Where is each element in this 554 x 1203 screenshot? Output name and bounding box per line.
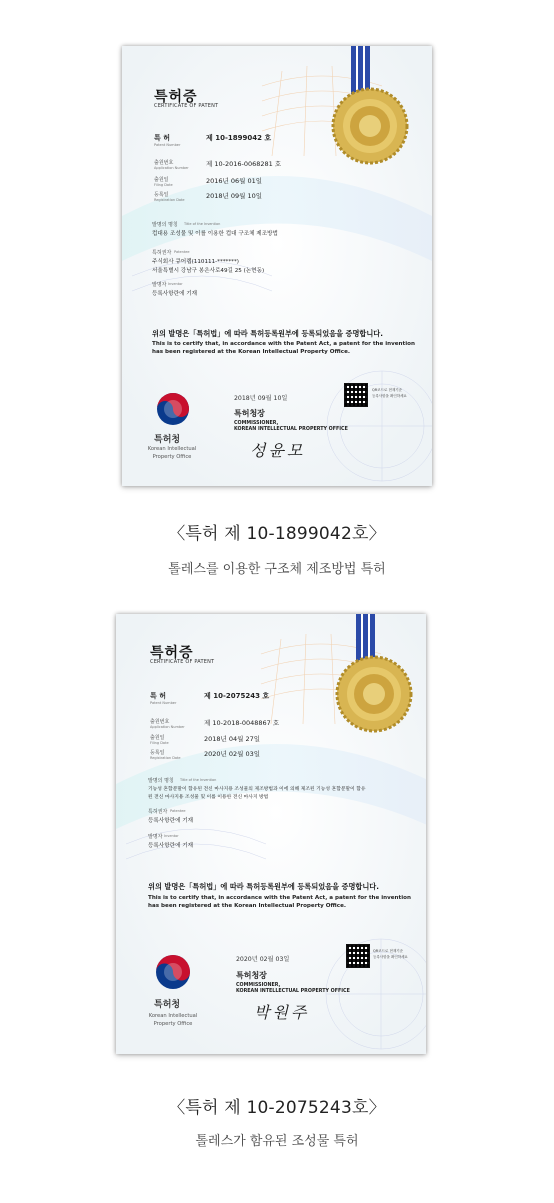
gold-seal bbox=[333, 89, 407, 163]
inventor-label: 발명자 bbox=[152, 282, 167, 288]
commissioner-en-2: KOREAN INTELLECTUAL PROPERTY OFFICE bbox=[234, 427, 348, 432]
filing-date-label: 출원일 bbox=[154, 177, 169, 183]
invention-title-label-en: Title of the Invention bbox=[180, 778, 217, 782]
agency-name: 특허청 bbox=[154, 435, 181, 445]
patentee-name: 주식회사 큐어랩(110111-*******) bbox=[152, 259, 239, 265]
registration-date-label: 등록일 bbox=[150, 750, 165, 756]
application-number-label-en: Application Number bbox=[154, 166, 189, 170]
certificate-heading: 특허증 bbox=[154, 89, 198, 105]
invention-title-label: 발명의 명칭 bbox=[148, 778, 174, 784]
certification-statement-en-2: has been registered at the Korean Intellectual Property Office. bbox=[148, 903, 346, 909]
certification-statement-en-1: This is to certify that, in accordance with the Patent Act, a patent for the invention bbox=[152, 341, 415, 347]
registration-date: 2018년 09월 10일 bbox=[206, 192, 263, 200]
registration-date-label-en: Registration Date bbox=[154, 198, 185, 202]
qr-caption-1: QR코드로 현재기준 bbox=[372, 388, 402, 392]
filing-date-label-en: Filing Date bbox=[150, 741, 169, 745]
qr-caption-2: 등록사항을 확인하세요 bbox=[373, 955, 408, 959]
filing-date-label: 출원일 bbox=[150, 735, 165, 741]
caption-subtitle-1: 톨레스를 이용한 구조체 제조방법 특허 bbox=[168, 562, 386, 577]
agency-name: 특허청 bbox=[154, 1000, 181, 1010]
patentee-label: 특허권자 bbox=[152, 250, 172, 256]
commissioner-title: 특허청장 bbox=[234, 409, 265, 418]
commissioner-title: 특허청장 bbox=[236, 971, 267, 980]
patent-number-label-en: Patent Number bbox=[154, 143, 181, 147]
invention-title-line-2: 된 전신 마사지용 조성물 및 이를 이용한 전신 마사지 방법 bbox=[148, 795, 269, 800]
certification-statement-en-2: has been registered at the Korean Intellectual Property Office. bbox=[152, 349, 350, 355]
application-number-label: 출원번호 bbox=[154, 160, 174, 166]
invention-title-label-en: Title of the Invention bbox=[184, 222, 221, 226]
patentee-address: 서울특별시 강남구 봉은사로49길 25 (논현동) bbox=[152, 268, 265, 274]
registration-date-label: 등록일 bbox=[154, 192, 169, 198]
patentee-label-en: Patentee bbox=[174, 250, 190, 254]
qr-code-icon bbox=[344, 383, 368, 407]
kipo-logo-icon bbox=[155, 954, 191, 990]
certification-statement-en-1: This is to certify that, in accordance with the Patent Act, a patent for the invention bbox=[148, 895, 411, 901]
gold-seal bbox=[337, 657, 411, 731]
patent-certificate-1 bbox=[122, 46, 432, 486]
certificate-heading-en: CERTIFICATE OF PATENT bbox=[154, 103, 219, 109]
patentee-value: 등록사항란에 기재 bbox=[148, 818, 194, 824]
issue-date: 2018년 09월 10일 bbox=[234, 395, 288, 402]
inventor-value: 등록사항란에 기재 bbox=[148, 843, 194, 849]
registration-date-label-en: Registration Date bbox=[150, 756, 181, 760]
caption-title-2: 〈특허 제 10-2075243호〉 bbox=[168, 1098, 386, 1118]
certificate-heading-en: CERTIFICATE OF PATENT bbox=[150, 659, 215, 665]
signature: 성윤모 bbox=[250, 441, 306, 460]
agency-name-en-1: Korean Intellectual bbox=[147, 446, 197, 452]
patent-number-label: 특 허 bbox=[150, 692, 166, 700]
patent-number: 제 10-2075243 호 bbox=[204, 692, 270, 700]
kipo-logo-icon bbox=[156, 392, 190, 426]
invention-title: 컵대용 조성물 및 이를 이용한 컵대 구조체 제조방법 bbox=[152, 231, 278, 237]
filing-date: 2016년 06월 01일 bbox=[206, 177, 263, 185]
inventor-label-en: Inventor bbox=[168, 282, 183, 286]
filing-date-label-en: Filing Date bbox=[154, 183, 173, 187]
agency-name-en-2: Property Office bbox=[152, 454, 192, 460]
registration-date: 2020년 02월 03일 bbox=[204, 750, 261, 758]
patent-certificate-2 bbox=[116, 614, 426, 1054]
application-number: 제 10-2018-0048867 호 bbox=[204, 719, 280, 727]
inventor-label: 발명자 bbox=[148, 834, 163, 840]
certification-statement-kr: 위의 발명은「특허법」에 따라 특허등록원부에 등록되었음을 증명합니다. bbox=[152, 329, 383, 338]
application-number: 제 10-2016-0068281 호 bbox=[206, 160, 282, 168]
qr-caption-1: QR코드로 현재기준 bbox=[373, 949, 403, 953]
caption-title-1: 〈특허 제 10-1899042호〉 bbox=[168, 524, 386, 544]
certificate-heading: 특허증 bbox=[150, 645, 194, 661]
commissioner-en-1: COMMISSIONER, bbox=[234, 421, 279, 426]
filing-date: 2018년 04월 27일 bbox=[204, 735, 261, 743]
agency-name-en-2: Property Office bbox=[153, 1021, 193, 1027]
agency-name-en-1: Korean Intellectual bbox=[148, 1013, 198, 1019]
patent-number: 제 10-1899042 호 bbox=[206, 134, 272, 142]
commissioner-en-2: KOREAN INTELLECTUAL PROPERTY OFFICE bbox=[236, 989, 350, 994]
application-number-label-en: Application Number bbox=[150, 725, 185, 729]
patentee-label-en: Patentee bbox=[170, 809, 186, 813]
issue-date: 2020년 02월 03일 bbox=[236, 956, 290, 963]
qr-code-icon bbox=[346, 944, 370, 968]
inventor-value: 등록사항란에 기재 bbox=[152, 291, 198, 297]
invention-title-label: 발명의 명칭 bbox=[152, 222, 178, 228]
commissioner-en-1: COMMISSIONER, bbox=[236, 983, 281, 988]
certification-statement-kr: 위의 발명은「특허법」에 따라 특허등록원부에 등록되었음을 증명합니다. bbox=[148, 882, 379, 891]
signature: 박원주 bbox=[254, 1003, 310, 1022]
inventor-label-en: Inventor bbox=[164, 834, 179, 838]
invention-title-line-1: 기능성 혼합분말이 함유된 전신 마사지용 조성물의 제조방법과 이에 의해 제조된 기능성 혼합분말이 함유 bbox=[148, 787, 366, 792]
patent-number-label: 특 허 bbox=[154, 134, 170, 142]
qr-caption-2: 등록사항을 확인하세요 bbox=[372, 394, 407, 398]
patentee-label: 특허권자 bbox=[148, 809, 168, 815]
application-number-label: 출원번호 bbox=[150, 719, 170, 725]
caption-subtitle-2: 톨레스가 함유된 조성물 특허 bbox=[195, 1134, 359, 1149]
patent-number-label-en: Patent Number bbox=[150, 701, 177, 705]
